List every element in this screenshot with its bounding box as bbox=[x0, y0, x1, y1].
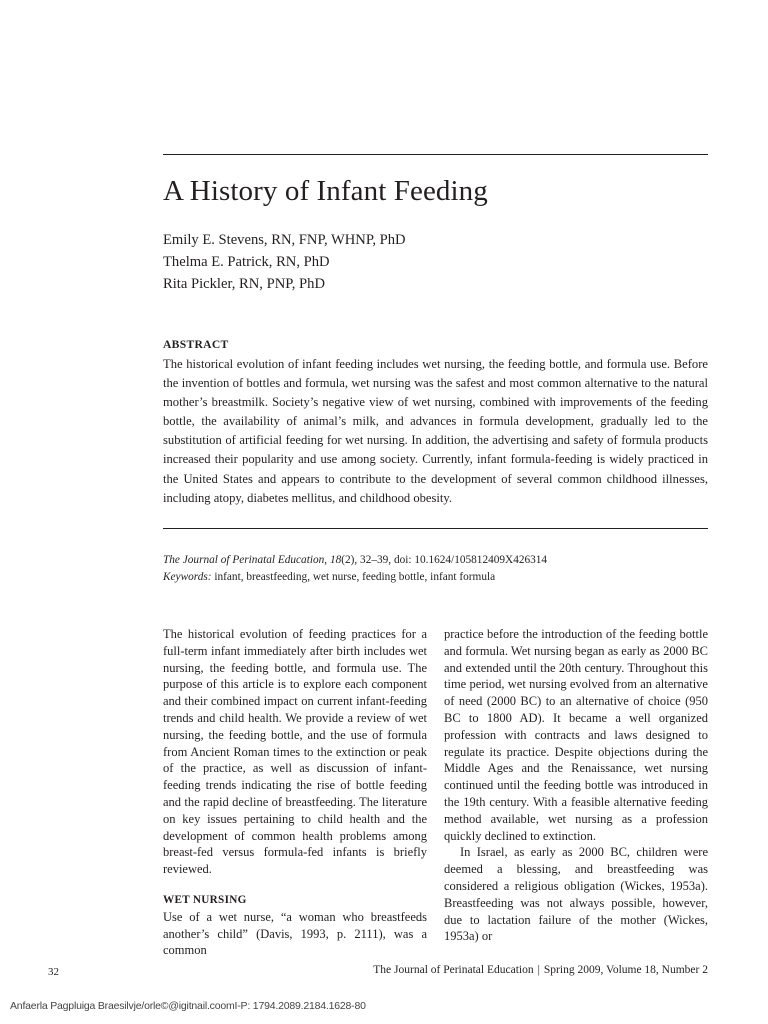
abstract-section bbox=[163, 337, 708, 508]
abstract-heading: ABSTRACT bbox=[163, 338, 229, 351]
body-paragraph: practice before the introduction of the feeding bottle and formula. Wet nursing began as early as 2000 BC and extended until the 20th century. Throughout this time period, wet nursing evolved from an alternative of need (2000 BC) to an alternative of choice (950 BC to 1800 AD). It became a well organized profession with contracts and laws designed to regulate its practice. Despite objections during the Middle Ages and the Renaissance, wet nursing continued until the feeding bottle was introduced in the 19th century. With a feasible alternative feeding method available, wet nursing as a profession quickly declined to extinction. bbox=[444, 627, 708, 843]
page-number: 32 bbox=[48, 966, 59, 978]
citation-line: The Journal of Perinatal Education, 18(2), 32–39, doi: 10.1624/105812409X426314 bbox=[163, 554, 548, 566]
download-stamp: Anfaerla Pagpluiga Braesilvje/orle©@igitnail.coomI-P: 1794.2089.2184.1628-80 bbox=[10, 1000, 366, 1012]
citation-details: (2), 32–39, doi: 10.1624/105812409X426314 bbox=[341, 554, 548, 566]
citation-journal: The Journal of Perinatal Education bbox=[163, 554, 325, 566]
footer-journal: The Journal of Perinatal Education bbox=[373, 964, 534, 976]
top-rule bbox=[163, 154, 708, 155]
citation-block bbox=[163, 552, 547, 586]
body-paragraph: In Israel, as early as 2000 BC, children were deemed a blessing, and breastfeeding was considered a religious obligation (Wickes, 1953a). Breastfeeding was not always possible, however, due to lactation failure of the mother (Wickes, 1953a) or bbox=[444, 845, 708, 944]
footer-separator: | bbox=[537, 964, 540, 976]
body-column-left bbox=[163, 626, 427, 959]
author-list bbox=[163, 229, 406, 295]
body-column-right bbox=[444, 626, 708, 945]
citation-volume: 18 bbox=[329, 554, 342, 566]
author-name: Rita Pickler, RN, PNP, PhD bbox=[163, 276, 325, 292]
keywords-line bbox=[163, 569, 547, 586]
abstract-bottom-rule bbox=[163, 528, 708, 529]
wet-nursing-paragraph: Use of a wet nurse, “a woman who breastfeeds another’s child” (Davis, 1993, p. 2111), was a common bbox=[163, 909, 427, 958]
author-name: Thelma E. Patrick, RN, PhD bbox=[163, 254, 330, 270]
section-heading-wet-nursing: WET NURSING bbox=[163, 893, 247, 906]
abstract-text: The historical evolution of infant feeding includes wet nursing, the feeding bottle, and formula use. Before the invention of bottles and formula, wet nursing was the safest and most common alternative to the natural mother’s breastmilk. Society’s negative view of wet nursing, combined with improvements of the feeding bottle, the availability of animal’s milk, and advances in formula development, gradually led to the substitution of artificial feeding for wet nursing. In addition, the advertising and safety of formula products increased their popularity and use among society. Currently, infant formula-feeding is widely practiced in the United States and appears to contribute to the development of several common childhood illnesses, including atopy, diabetes mellitus, and childhood obesity. bbox=[163, 357, 708, 505]
keywords-label: Keywords: bbox=[163, 571, 212, 583]
article-title: A History of Infant Feeding bbox=[163, 175, 488, 207]
footer-issue: Spring 2009, Volume 18, Number 2 bbox=[543, 964, 708, 976]
author-name: Emily E. Stevens, RN, FNP, WHNP, PhD bbox=[163, 232, 406, 248]
intro-paragraph: The historical evolution of feeding practices for a full-term infant immediately after birth includes wet nursing, the feeding bottle, and formula use. The purpose of this article is to explore each component and their combined impact on current infant-feeding trends and child health. We provide a review of wet nursing, the feeding bottle, and the use of formula from Ancient Roman times to the extinction or peak of the practice, as well as discussion of infant-feeding trends indicating the rise of bottle feeding and the rapid decline of breastfeeding. The literature on key issues pertaining to child health and the development of common health problems among breast-fed versus formula-fed infants is briefly reviewed. bbox=[163, 627, 427, 877]
running-footer bbox=[373, 964, 708, 976]
keywords: infant, breastfeeding, wet nurse, feeding bottle, infant formula bbox=[214, 571, 496, 583]
